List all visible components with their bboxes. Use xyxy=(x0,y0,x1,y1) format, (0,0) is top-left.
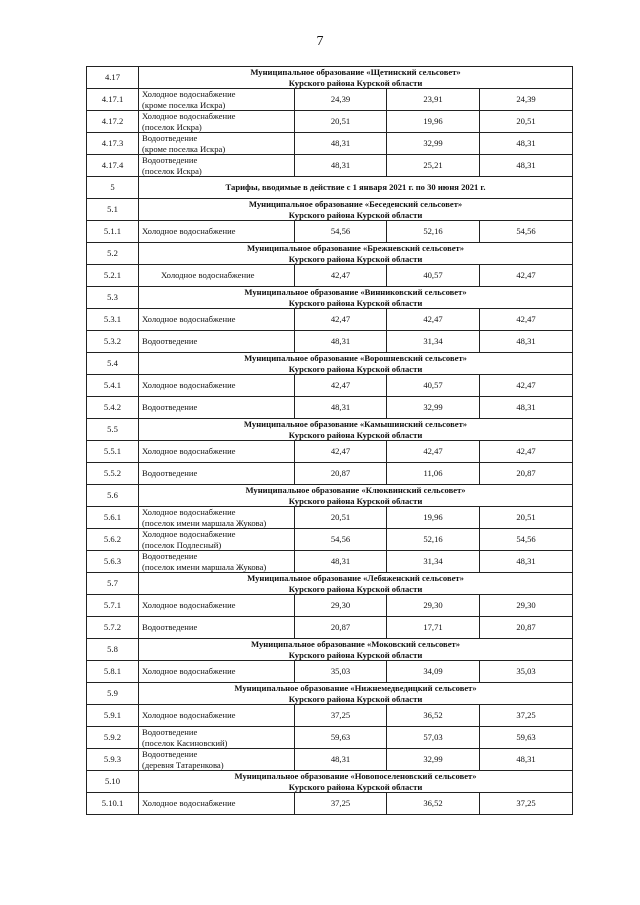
tariff-value-1: 42,47 xyxy=(295,375,387,397)
service-label: Водоотведение xyxy=(142,551,198,561)
table-row xyxy=(87,155,573,177)
municipality-name: Муниципальное образование «Нижнемедведицкий сельсовет» xyxy=(234,683,477,693)
service-location: (деревня Татаренкова) xyxy=(142,759,224,770)
municipality-district: Курского района Курской области xyxy=(288,781,423,792)
tariff-value-2: 57,03 xyxy=(387,727,480,749)
tariff-value-2: 52,16 xyxy=(387,529,480,551)
tariff-value-1: 48,31 xyxy=(295,155,387,177)
row-code: 5.9.1 xyxy=(87,705,139,727)
tariff-value-2: 29,30 xyxy=(387,595,480,617)
service-name xyxy=(139,595,295,617)
service-label: Водоотведение xyxy=(142,749,198,759)
table-row xyxy=(87,265,573,287)
municipality-row xyxy=(87,287,573,309)
tariff-value-1: 48,31 xyxy=(295,331,387,353)
service-label: Водоотведение xyxy=(142,727,198,737)
row-code: 4.17.3 xyxy=(87,133,139,155)
tariff-value-1: 48,31 xyxy=(295,551,387,573)
row-code: 5.6.1 xyxy=(87,507,139,529)
tariff-value-1: 20,51 xyxy=(295,507,387,529)
municipality-name: Муниципальное образование «Лебяженский сельсовет» xyxy=(247,573,464,583)
tariff-value-3: 20,51 xyxy=(480,507,573,529)
service-location: (кроме поселка Искра) xyxy=(142,99,226,110)
municipality-name: Муниципальное образование «Щетинский сельсовет» xyxy=(250,67,461,77)
municipality-title xyxy=(139,199,573,221)
service-location: (поселок имени маршала Жукова) xyxy=(142,561,267,572)
row-code: 5.2.1 xyxy=(87,265,139,287)
service-name xyxy=(139,133,295,155)
tariff-value-1: 42,47 xyxy=(295,309,387,331)
service-label: Холодное водоснабжение xyxy=(142,226,236,237)
table-row xyxy=(87,661,573,683)
row-code: 5.4 xyxy=(87,353,139,375)
service-name xyxy=(139,375,295,397)
tariff-value-1: 29,30 xyxy=(295,595,387,617)
service-label: Холодное водоснабжение xyxy=(142,529,236,539)
tariff-value-2: 32,99 xyxy=(387,397,480,419)
service-label: Холодное водоснабжение xyxy=(142,600,236,611)
service-name xyxy=(139,155,295,177)
row-code: 5.7.2 xyxy=(87,617,139,639)
row-code: 5.10.1 xyxy=(87,793,139,815)
row-code: 4.17.4 xyxy=(87,155,139,177)
service-name xyxy=(139,507,295,529)
service-name xyxy=(139,661,295,683)
tariff-value-2: 42,47 xyxy=(387,309,480,331)
service-label: Холодное водоснабжение xyxy=(142,710,236,721)
tariff-value-1: 35,03 xyxy=(295,661,387,683)
tariff-value-1: 42,47 xyxy=(295,441,387,463)
service-location: (поселок Искра) xyxy=(142,165,202,176)
row-code: 5.5 xyxy=(87,419,139,441)
tariff-value-2: 31,34 xyxy=(387,551,480,573)
service-name xyxy=(139,749,295,771)
municipality-name: Муниципальное образование «Клюквинский сельсовет» xyxy=(245,485,466,495)
service-name xyxy=(139,441,295,463)
tariff-value-3: 20,87 xyxy=(480,617,573,639)
table-row xyxy=(87,551,573,573)
row-code: 5.4.2 xyxy=(87,397,139,419)
service-location: (поселок Касиновский) xyxy=(142,737,228,748)
municipality-district: Курского района Курской области xyxy=(288,77,423,88)
municipality-district: Курского района Курской области xyxy=(288,363,423,374)
row-code: 5.8.1 xyxy=(87,661,139,683)
row-code: 5 xyxy=(87,177,139,199)
section-title xyxy=(139,177,573,199)
municipality-row xyxy=(87,639,573,661)
tariff-table-body xyxy=(87,67,573,815)
municipality-title xyxy=(139,771,573,793)
municipality-title xyxy=(139,243,573,265)
tariff-value-3: 54,56 xyxy=(480,221,573,243)
row-code: 4.17.1 xyxy=(87,89,139,111)
row-code: 5.9 xyxy=(87,683,139,705)
tariff-value-3: 35,03 xyxy=(480,661,573,683)
municipality-title xyxy=(139,485,573,507)
row-code: 5.10 xyxy=(87,771,139,793)
municipality-row xyxy=(87,353,573,375)
service-label: Холодное водоснабжение xyxy=(142,666,236,677)
row-code: 5.3.2 xyxy=(87,331,139,353)
municipality-district: Курского района Курской области xyxy=(288,583,423,594)
tariff-value-2: 52,16 xyxy=(387,221,480,243)
tariff-value-1: 37,25 xyxy=(295,705,387,727)
tariff-value-3: 42,47 xyxy=(480,265,573,287)
tariff-value-3: 48,31 xyxy=(480,397,573,419)
table-row xyxy=(87,793,573,815)
service-label: Водоотведение xyxy=(142,133,198,143)
service-location: (кроме поселка Искра) xyxy=(142,143,226,154)
row-code: 5.3.1 xyxy=(87,309,139,331)
municipality-name: Муниципальное образование «Моковский сельсовет» xyxy=(251,639,461,649)
table-row xyxy=(87,529,573,551)
tariff-value-3: 48,31 xyxy=(480,749,573,771)
tariff-value-1: 42,47 xyxy=(295,265,387,287)
table-row xyxy=(87,89,573,111)
row-code: 5.3 xyxy=(87,287,139,309)
row-code: 5.7 xyxy=(87,573,139,595)
municipality-name: Муниципальное образование «Беседенский сельсовет» xyxy=(248,199,463,209)
municipality-name: Муниципальное образование «Винниковский сельсовет» xyxy=(244,287,467,297)
service-label: Водоотведение xyxy=(142,336,198,347)
tariff-value-2: 34,09 xyxy=(387,661,480,683)
service-name xyxy=(139,309,295,331)
section-title-text: Тарифы, вводимые в действие с 1 января 2021 г. по 30 июня 2021 г. xyxy=(225,182,486,193)
municipality-row xyxy=(87,419,573,441)
service-location: (поселок Искра) xyxy=(142,121,202,132)
table-row xyxy=(87,595,573,617)
table-row xyxy=(87,749,573,771)
tariff-value-3: 48,31 xyxy=(480,155,573,177)
service-name xyxy=(139,397,295,419)
municipality-row xyxy=(87,771,573,793)
table-row xyxy=(87,375,573,397)
municipality-title xyxy=(139,419,573,441)
tariff-value-1: 20,87 xyxy=(295,463,387,485)
table-row xyxy=(87,331,573,353)
service-name xyxy=(139,727,295,749)
municipality-district: Курского района Курской области xyxy=(288,429,423,440)
municipality-district: Курского района Курской области xyxy=(288,693,423,704)
service-label: Холодное водоснабжение xyxy=(142,89,236,99)
table-row xyxy=(87,507,573,529)
municipality-district: Курского района Курской области xyxy=(288,253,423,264)
tariff-value-2: 17,71 xyxy=(387,617,480,639)
municipality-row xyxy=(87,683,573,705)
tariff-value-2: 32,99 xyxy=(387,749,480,771)
tariff-value-1: 48,31 xyxy=(295,133,387,155)
tariff-value-1: 48,31 xyxy=(295,749,387,771)
service-name xyxy=(139,793,295,815)
tariff-value-3: 48,31 xyxy=(480,331,573,353)
tariff-value-2: 40,57 xyxy=(387,375,480,397)
tariff-value-1: 37,25 xyxy=(295,793,387,815)
municipality-title xyxy=(139,67,573,89)
tariff-value-3: 48,31 xyxy=(480,133,573,155)
municipality-name: Муниципальное образование «Ворошневский сельсовет» xyxy=(244,353,467,363)
tariff-value-3: 37,25 xyxy=(480,705,573,727)
municipality-district: Курского района Курской области xyxy=(288,209,423,220)
tariff-value-1: 24,39 xyxy=(295,89,387,111)
tariff-value-2: 19,96 xyxy=(387,111,480,133)
table-row xyxy=(87,463,573,485)
table-row xyxy=(87,397,573,419)
row-code: 4.17 xyxy=(87,67,139,89)
municipality-district: Курского района Курской области xyxy=(288,297,423,308)
municipality-district: Курского района Курской области xyxy=(288,495,423,506)
service-label: Водоотведение xyxy=(142,402,198,413)
service-name xyxy=(139,705,295,727)
municipality-row xyxy=(87,243,573,265)
row-code: 4.17.2 xyxy=(87,111,139,133)
row-code: 5.9.2 xyxy=(87,727,139,749)
tariff-value-2: 32,99 xyxy=(387,133,480,155)
service-location: (поселок Подлесный) xyxy=(142,539,222,550)
row-code: 5.1 xyxy=(87,199,139,221)
table-row xyxy=(87,617,573,639)
section-row xyxy=(87,177,573,199)
service-label: Холодное водоснабжение xyxy=(142,380,236,391)
tariff-value-3: 42,47 xyxy=(480,309,573,331)
row-code: 5.8 xyxy=(87,639,139,661)
tariff-value-3: 48,31 xyxy=(480,551,573,573)
service-label: Водоотведение xyxy=(142,468,198,479)
service-name xyxy=(139,265,295,287)
tariff-value-1: 20,51 xyxy=(295,111,387,133)
service-location: (поселок имени маршала Жукова) xyxy=(142,517,267,528)
tariff-value-1: 59,63 xyxy=(295,727,387,749)
row-code: 5.1.1 xyxy=(87,221,139,243)
service-label: Холодное водоснабжение xyxy=(142,507,236,517)
row-code: 5.6 xyxy=(87,485,139,507)
municipality-title xyxy=(139,353,573,375)
municipality-row xyxy=(87,573,573,595)
tariff-value-3: 24,39 xyxy=(480,89,573,111)
tariff-value-2: 25,21 xyxy=(387,155,480,177)
table-row xyxy=(87,111,573,133)
row-code: 5.5.2 xyxy=(87,463,139,485)
row-code: 5.6.3 xyxy=(87,551,139,573)
tariff-value-2: 19,96 xyxy=(387,507,480,529)
row-code: 5.4.1 xyxy=(87,375,139,397)
service-label: Холодное водоснабжение xyxy=(142,111,236,121)
service-label: Водоотведение xyxy=(142,622,198,633)
tariff-value-1: 54,56 xyxy=(295,221,387,243)
table-row xyxy=(87,727,573,749)
tariff-value-3: 42,47 xyxy=(480,441,573,463)
tariff-value-2: 36,52 xyxy=(387,793,480,815)
service-name xyxy=(139,463,295,485)
municipality-row xyxy=(87,67,573,89)
service-name xyxy=(139,617,295,639)
municipality-name: Муниципальное образование «Новопоселеновский сельсовет» xyxy=(234,771,477,781)
table-row xyxy=(87,441,573,463)
municipality-row xyxy=(87,199,573,221)
tariff-value-3: 59,63 xyxy=(480,727,573,749)
service-name xyxy=(139,221,295,243)
row-code: 5.5.1 xyxy=(87,441,139,463)
service-label: Холодное водоснабжение xyxy=(142,446,236,457)
row-code: 5.2 xyxy=(87,243,139,265)
table-row xyxy=(87,309,573,331)
municipality-title xyxy=(139,639,573,661)
row-code: 5.7.1 xyxy=(87,595,139,617)
tariff-value-3: 29,30 xyxy=(480,595,573,617)
service-label: Холодное водоснабжение xyxy=(142,798,236,809)
tariff-value-3: 54,56 xyxy=(480,529,573,551)
tariff-value-2: 40,57 xyxy=(387,265,480,287)
tariff-value-1: 54,56 xyxy=(295,529,387,551)
service-name xyxy=(139,111,295,133)
service-name xyxy=(139,331,295,353)
tariff-value-3: 37,25 xyxy=(480,793,573,815)
table-row xyxy=(87,221,573,243)
tariff-value-1: 20,87 xyxy=(295,617,387,639)
tariff-table xyxy=(86,66,573,815)
municipality-title xyxy=(139,287,573,309)
tariff-value-3: 42,47 xyxy=(480,375,573,397)
row-code: 5.6.2 xyxy=(87,529,139,551)
service-label: Водоотведение xyxy=(142,155,198,165)
service-name xyxy=(139,551,295,573)
tariff-value-2: 31,34 xyxy=(387,331,480,353)
table-row xyxy=(87,705,573,727)
service-label: Холодное водоснабжение xyxy=(161,270,255,281)
municipality-district: Курского района Курской области xyxy=(288,649,423,660)
municipality-title xyxy=(139,683,573,705)
tariff-value-2: 11,06 xyxy=(387,463,480,485)
page-number: 7 xyxy=(316,34,324,49)
tariff-value-3: 20,87 xyxy=(480,463,573,485)
service-name xyxy=(139,529,295,551)
tariff-value-2: 42,47 xyxy=(387,441,480,463)
municipality-row xyxy=(87,485,573,507)
tariff-value-1: 48,31 xyxy=(295,397,387,419)
municipality-name: Муниципальное образование «Камышинский сельсовет» xyxy=(243,419,468,429)
row-code: 5.9.3 xyxy=(87,749,139,771)
service-name xyxy=(139,89,295,111)
tariff-value-3: 20,51 xyxy=(480,111,573,133)
tariff-value-2: 36,52 xyxy=(387,705,480,727)
service-label: Холодное водоснабжение xyxy=(142,314,236,325)
municipality-title xyxy=(139,573,573,595)
municipality-name: Муниципальное образование «Брежневский сельсовет» xyxy=(246,243,465,253)
tariff-value-2: 23,91 xyxy=(387,89,480,111)
table-row xyxy=(87,133,573,155)
